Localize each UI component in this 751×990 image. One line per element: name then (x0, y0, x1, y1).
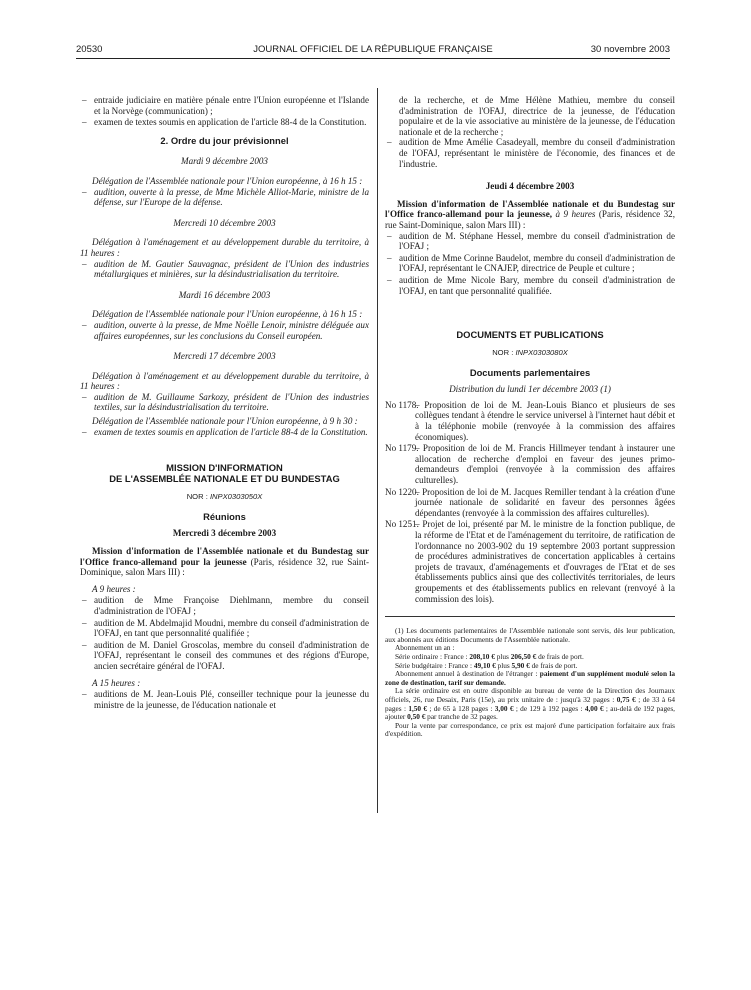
audition-list (80, 595, 369, 671)
reunion-intro-bold: Mission d'information de l'Assemblée nationale et du Bundestag sur l'Office franco-allemand pour la jeunesse (80, 546, 369, 567)
mission-heading-line: MISSION D'INFORMATION (166, 462, 283, 474)
list-item: – examen de textes soumis en application de l'article 88-4 de la Constitution. (80, 427, 369, 438)
subscription-label: Abonnement un an : (395, 643, 455, 653)
date-heading: Mercredi 17 décembre 2003 (173, 351, 276, 362)
price-value: paiement d'un supplément modulé selon la zone de destination, tarif sur demande. (385, 669, 675, 687)
sales-info (385, 687, 675, 721)
left-column (80, 95, 369, 711)
top-list (80, 95, 369, 128)
mission-heading-line: DE L'ASSEMBLÉE NATIONALE ET DU BUNDESTAG (109, 473, 340, 485)
price-value: 5,90 € (511, 660, 530, 670)
list-item: – audition, ouverte à la presse, de Mme Noëlle Lenoir, ministre déléguée aux affaires européennes, sur les conclusions du Conseil européen. (80, 320, 369, 341)
price-value: 206,50 € (510, 651, 537, 661)
audition-list (80, 689, 369, 710)
documents-subheading: Documents parlementaires (469, 366, 591, 378)
ordre-du-jour-heading: 2. Ordre du jour prévisionnel (160, 134, 289, 146)
nor-reference (80, 492, 369, 503)
right-column (385, 95, 675, 739)
document-entry (385, 443, 675, 485)
nor-code: INPX0303080X (515, 348, 568, 358)
page-number: 20530 (76, 44, 103, 55)
time-label: A 15 heures : (92, 677, 141, 688)
price-text: ; de 129 à 192 pages : (513, 703, 585, 713)
document-text: – Proposition de loi de M. Francis Hillmeyer tendant à instaurer une allocation de recherche d'emploi en faveur des jeunes primo-demandeurs d'emploi (renvoyée à la commission des affaires culturelles). (415, 443, 675, 486)
price-text: Série ordinaire : France : (395, 651, 470, 661)
document-text: – Proposition de loi de M. Jean-Louis Bianco et plusieurs de ses collègues tendant à étendre le service universel à l'internet haut débit et à la téléphonie mobile (renvoyée à la commission des affaires économiques). (415, 399, 675, 442)
document-number: No 1179. (385, 443, 419, 454)
continued-item: de la recherche, et de Mme Hélène Mathieu, membre du conseil d'administration de l'OFAJ, directrice de la jeunesse, de l'éducation populaire et de la vie associative au ministère de la jeunesse, de l'éducation nationale et de la recherche ; (399, 95, 675, 137)
list-item: – entraide judiciaire en matière pénale entre l'Union européenne et l'Islande et la Norvège (communication) ; (80, 95, 369, 116)
list-item: – audition de M. Gautier Sauvagnac, président de l'Union des industries métallurgiques et minières, sur la désindustrialisation du territoire. (80, 259, 369, 280)
page-header (76, 44, 670, 59)
price-text: plus (495, 660, 512, 670)
document-entry (385, 400, 675, 442)
price-text: de frais de port. (536, 651, 584, 661)
list-item: – audition de M. Daniel Groscolas, membre du conseil d'administration de l'OFAJ, représentant le conseil des communes et des régions d'Europe, ancien secrétaire général de l'OFAJ. (80, 640, 369, 672)
issue-date: 30 novembre 2003 (590, 44, 670, 55)
nor-code: INPX0303050X (209, 492, 263, 502)
price-text: plus (494, 651, 511, 661)
jeudi-intro (385, 199, 675, 231)
continued-list (385, 137, 675, 169)
documents-heading: DOCUMENTS ET PUBLICATIONS (456, 329, 604, 341)
session-items (80, 392, 369, 413)
jeudi-list (385, 231, 675, 297)
jeudi-date: Jeudi 4 décembre 2003 (485, 181, 575, 192)
footnote: (1) Les documents parlementaires de l'Assemblée nationale sont servis, dès leur publication, aux abonnés aux éditions Documents de l'Assemblée nationale. (385, 626, 675, 644)
list-item: – audition de Mme Françoise Diehlmann, membre du conseil d'administration de l'OFAJ ; (80, 595, 369, 616)
session-intro: Délégation de l'Assemblée nationale pour l'Union européenne, à 9 h 30 : (92, 416, 358, 427)
time-label: A 9 heures : (92, 583, 136, 594)
price-text: de frais de port. (529, 660, 578, 670)
document-text: – Projet de loi, présenté par M. le ministre de la fonction publique, de la réforme de l'Etat et de l'aménagement du territoire, de ratification de l'ordonnance no 2003-902 du 19 septembre 2003 portant suppression de procédures administratives de concertation applicables à certains projets de travaux, d'aménagements et d'ouvrages de l'Etat et de ses établissements publics ainsi que des collectivités territoriales, de leurs groupements et des établissements publics en relevant (renvoyé à la commission des lois). (415, 519, 675, 604)
date-heading: Mardi 9 décembre 2003 (181, 156, 268, 167)
price-value: 49,10 € (473, 660, 496, 670)
correspondence-info: Pour la vente par correspondance, ce prix est majoré d'une participation forfaitaire aux frais d'expédition. (385, 720, 675, 739)
list-item: – audition, ouverte à la presse, de Mme Michèle Alliot-Marie, ministre de la défense, sur l'Europe de la défense. (80, 187, 369, 208)
jeudi-intro-bold: Mission d'information de l'Assemblée nationale et du Bundestag sur l'Office franco-allemand pour la jeunesse, (385, 198, 675, 220)
list-item: – audition de M. Guillaume Sarkozy, président de l'Union des industries textiles, sur la désindustrialisation du territoire. (80, 392, 369, 413)
price-text: ; au-delà de 192 pages, ajouter (385, 703, 675, 722)
date-heading: Mercredi 10 décembre 2003 (173, 217, 276, 228)
session-items (80, 320, 369, 341)
price-text: ; de 33 à 64 pages : (385, 694, 675, 713)
price-text: ; de 65 à 128 pages : (427, 703, 495, 713)
reunion-intro (80, 546, 369, 578)
session-intro: Délégation de l'Assemblée nationale pour l'Union européenne, à 16 h 15 : (92, 309, 363, 320)
session-intro: Délégation de l'Assemblée nationale pour l'Union européenne, à 16 h 15 : (92, 175, 363, 186)
session-intro: Délégation à l'aménagement et au développement durable du territoire, à 11 heures : (80, 370, 369, 392)
column-divider (377, 88, 378, 813)
reunion-intro-rest: (Paris, résidence 32, rue Saint-Dominique, salon Mars III) : (80, 556, 370, 578)
nor-label: NOR : (492, 348, 514, 358)
list-item: – audition de M. Stéphane Hessel, membre du conseil d'administration de l'OFAJ ; (385, 231, 675, 252)
distribution-date: Distribution du lundi 1er décembre 2003 (1) (449, 384, 611, 395)
price-value: 1,50 € (408, 703, 428, 713)
session-items (80, 427, 369, 438)
price-value: 208,10 € (469, 651, 495, 661)
document-entry (385, 487, 675, 519)
price-value: 0,75 € (616, 694, 636, 704)
document-number: No 1220. (385, 486, 419, 497)
document-number: No 1251. (385, 519, 419, 530)
list-item: – audition de M. Abdelmajid Moudni, membre du conseil d'administration de l'OFAJ, en tant que personnalité qualifiée ; (80, 618, 369, 639)
nor-label: NOR : (186, 492, 208, 502)
session-items (80, 259, 369, 280)
price-value: 4,00 € (584, 703, 604, 713)
session-intro: Délégation à l'aménagement et au développement durable du territoire, à 11 heures : (80, 237, 369, 258)
list-item: – audition de Mme Nicole Bary, membre du conseil d'administration de l'OFAJ, en tant que personnalité qualifiée. (385, 275, 675, 296)
reunion-date: Mercredi 3 décembre 2003 (172, 528, 277, 539)
price-text: Abonnement annuel à destination de l'étranger : (395, 669, 540, 679)
price-value: 0,50 € (407, 712, 426, 722)
jeudi-time: à 9 heures (552, 209, 596, 220)
document-entry (385, 519, 675, 604)
price-value: 3,00 € (494, 703, 514, 713)
foreign-subscription (385, 670, 675, 687)
reunions-heading: Réunions (203, 510, 246, 522)
list-item: – auditions de M. Jean-Louis Plé, conseiller technique pour la jeunesse du ministre de la jeunesse, de l'éducation nationale et (80, 689, 369, 710)
document-text: – Proposition de loi de M. Jacques Remiller tendant à la création d'une journée nationale de solidarité en faveur des personnes âgées dépendantes (renvoyée à la commission des affaires culturelles). (415, 486, 675, 518)
list-item: – examen de textes soumis en application de l'article 88-4 de la Constitution. (80, 117, 369, 128)
nor-reference (385, 348, 675, 359)
document-number: No 1178. (385, 399, 419, 410)
price-text: Série budgétaire : France : (395, 660, 474, 670)
footnote-block (385, 616, 675, 739)
list-item: – audition de Mme Amélie Casadeyall, membre du conseil d'administration de l'OFAJ, représentant le ministère de l'économie, des finances et de l'industrie. (385, 137, 675, 169)
jeudi-intro-rest: (Paris, résidence 32, rue Saint-Dominique, salon Mars III) : (385, 209, 676, 230)
price-text: La série ordinaire est en outre disponible au bureau de vente de la Direction des Journaux officiels, 26, rue Desaix, Paris (15e), au prix unitaire de : jusqu'à 32 pages : (385, 686, 675, 704)
list-item: – audition de Mme Corinne Baudelot, membre du conseil d'administration de l'OFAJ, représentant le CNAJEP, directrice de Peuple et culture ; (385, 253, 675, 274)
date-heading: Mardi 16 décembre 2003 (178, 289, 271, 300)
mission-heading (80, 462, 369, 484)
session-items (80, 187, 369, 208)
journal-title: JOURNAL OFFICIEL DE LA RÉPUBLIQUE FRANÇAISE (253, 44, 493, 55)
price-text: par tranche de 32 pages. (425, 712, 498, 722)
